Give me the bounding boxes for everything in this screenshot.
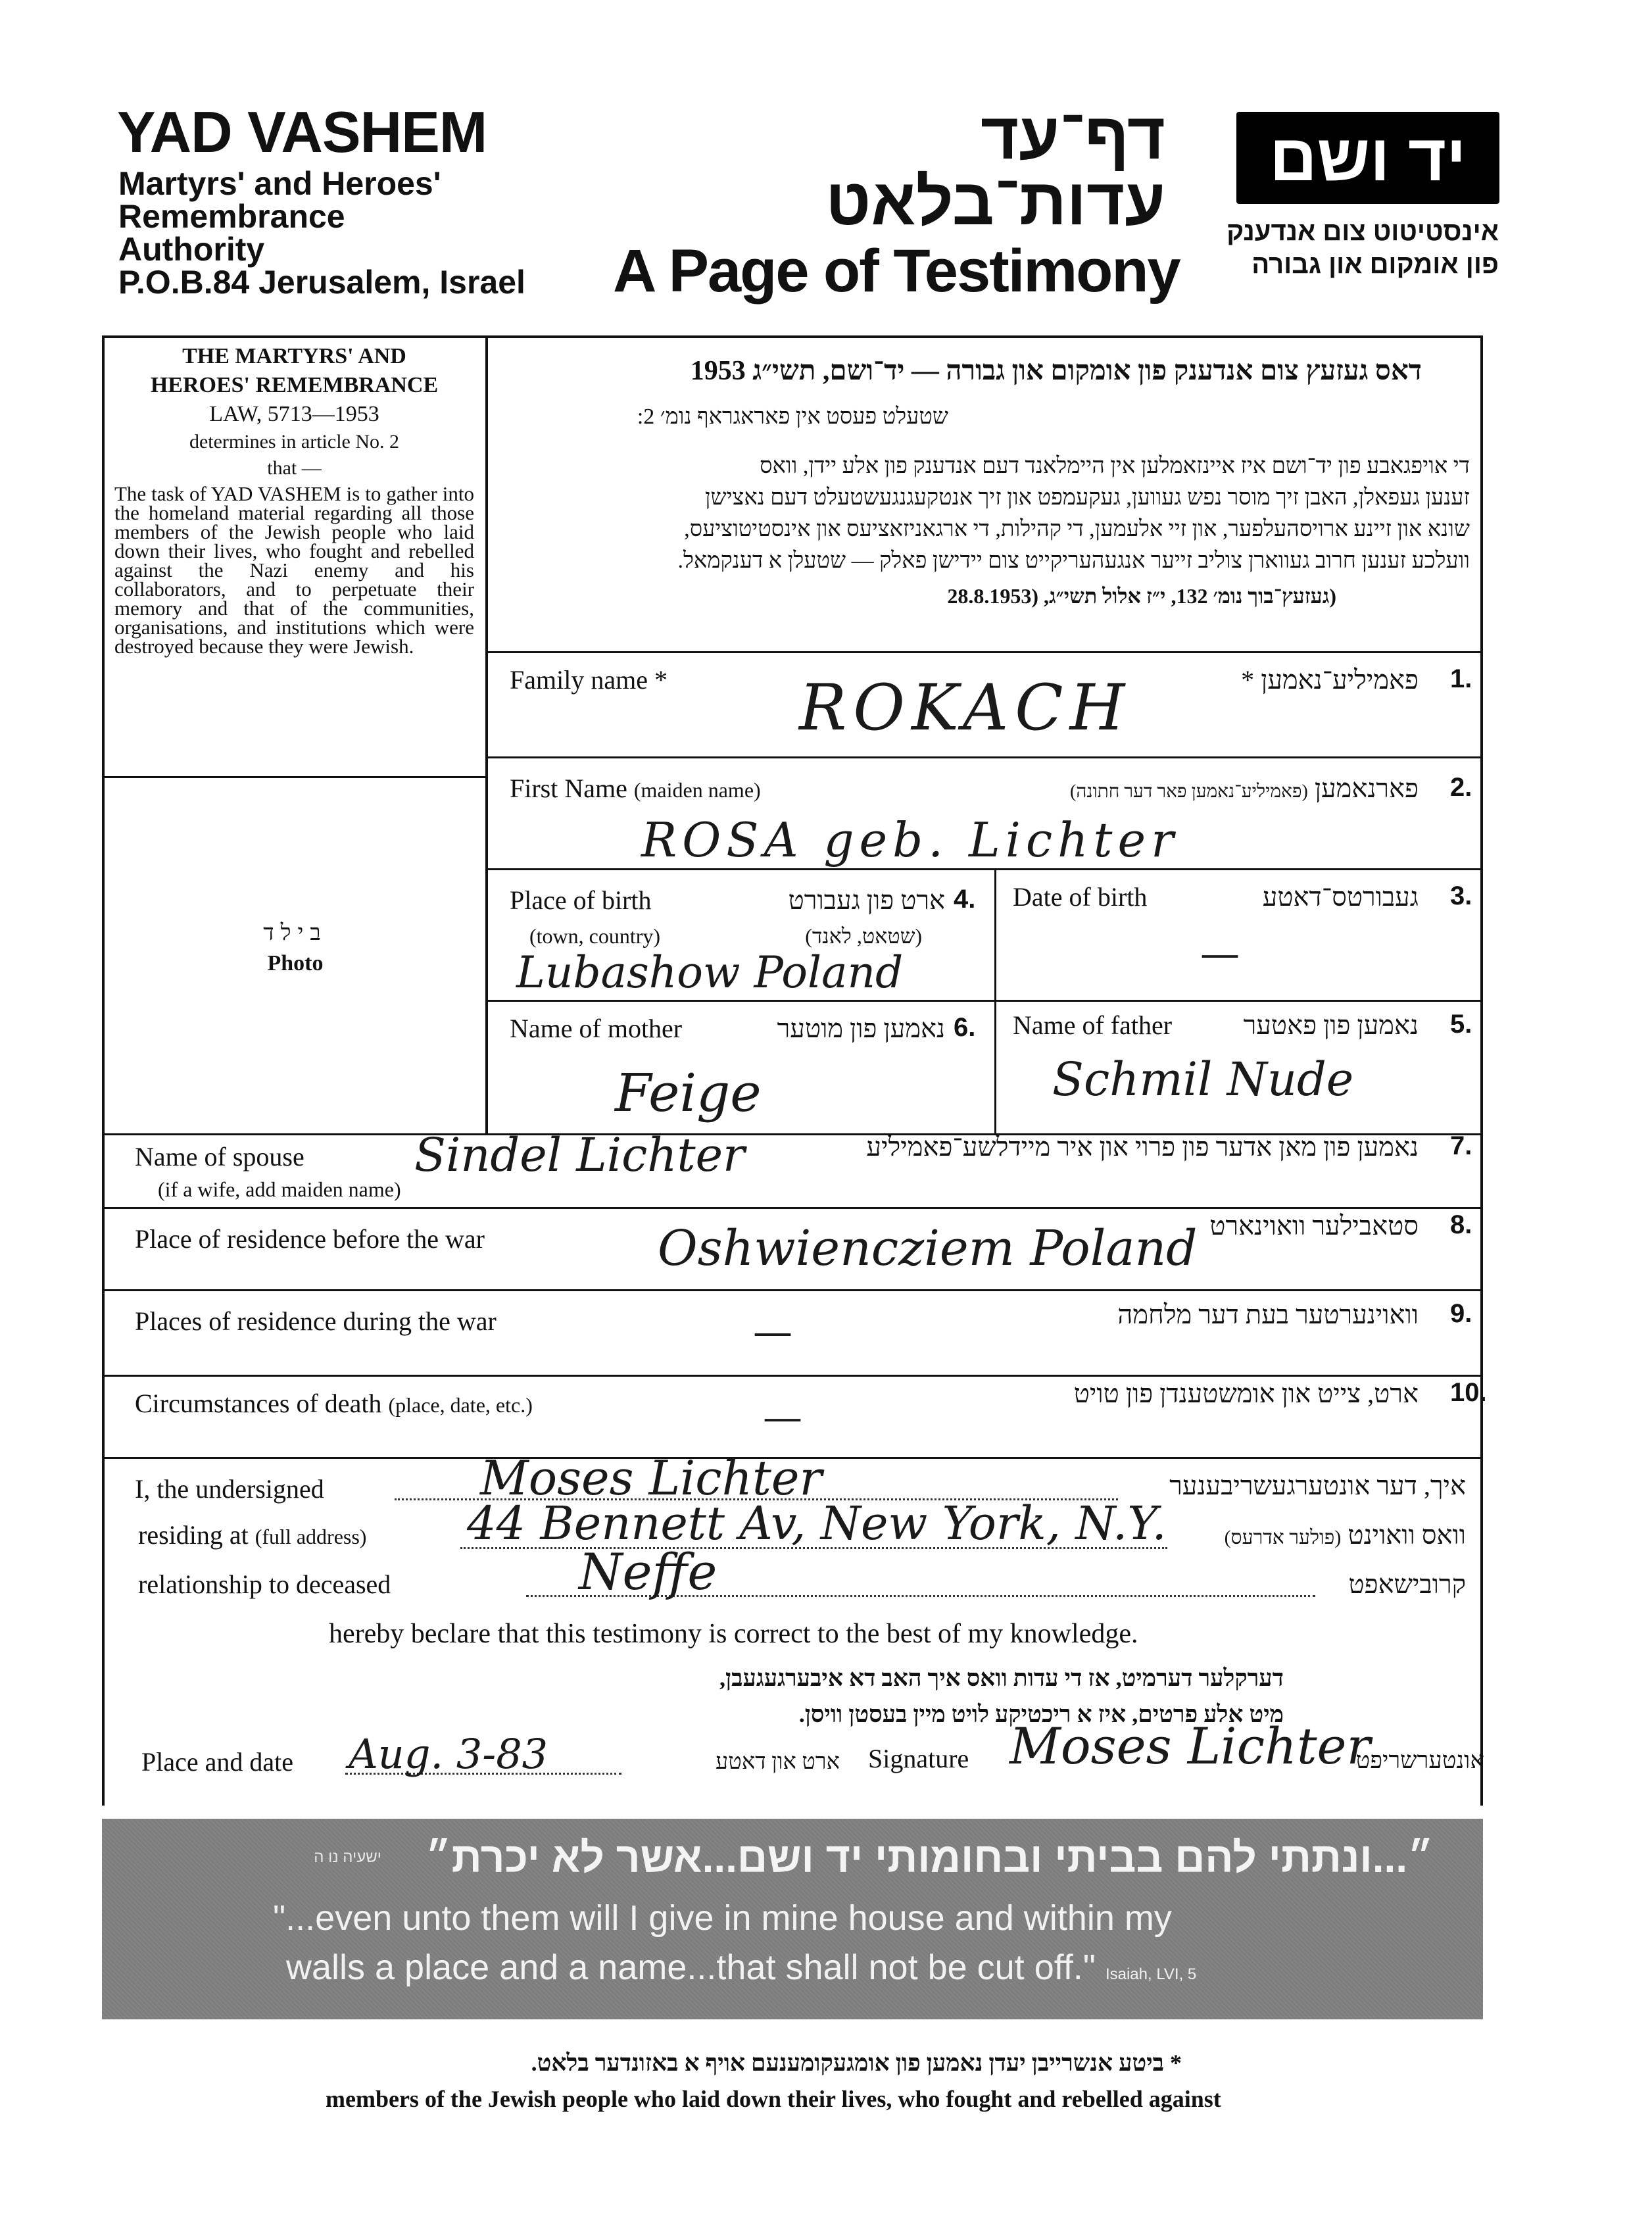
org-line: Martyrs' and Heroes' [118, 165, 441, 202]
residence-before-war-label: Place of residence before the war [135, 1224, 485, 1254]
yiddish-law-line: (געזעץ־בוך נומ׳ 132, י״ז אלול תשי״ג, (28.8.1953 [947, 584, 1336, 608]
footnote-english: members of the Jewish people who laid down their lives, who fought and rebelled against [326, 2086, 1221, 2112]
field-number: 9. [1450, 1299, 1472, 1328]
relationship-value[interactable]: Neffe [579, 1542, 717, 1601]
law-heading: that — [267, 457, 322, 479]
place-date-value[interactable]: Aug. 3-83 [349, 1730, 548, 1778]
circumstances-of-death-text: Circumstances of death [135, 1389, 382, 1418]
first-name-yiddish-sub: (פאמיליע־נאמען פאר דער חתונה) [1069, 781, 1308, 802]
undersigned-yiddish: איך, דער אונטערגעשריבענער [1169, 1471, 1466, 1500]
field-number: 5. [1450, 1010, 1472, 1039]
first-name-value[interactable]: ROSA geb. Lichter [641, 812, 1179, 868]
place-of-birth-label: Place of birth [510, 885, 652, 915]
signature-yiddish: אונטערשריפט [1355, 1747, 1484, 1773]
date-of-birth-label: Date of birth [1013, 882, 1148, 912]
mother-name-value[interactable]: Feige [615, 1062, 762, 1123]
family-name-yiddish: פאמיליע־נאמען * [1241, 665, 1419, 695]
field-number: 3. [1450, 881, 1472, 910]
org-line: Remembrance [118, 198, 345, 235]
family-name-value[interactable]: ROKACH [799, 671, 1132, 745]
banner-english-ref: Isaiah, LVI, 5 [1105, 1965, 1197, 1983]
first-name-label-text: First Name [510, 774, 627, 803]
yiddish-law-line: די אויפגאבע פון יד־ושם איז איינזאמלען אין היימלאנד דעם אנדענק פון אלע יידן, וואס [760, 454, 1470, 478]
residence-during-war-value[interactable]: — [753, 1309, 792, 1355]
residing-yiddish [1225, 1519, 1466, 1550]
father-name-label: Name of father [1013, 1010, 1173, 1040]
page-title: A Page of Testimony [613, 237, 1180, 305]
place-of-birth-sub: (town, country) [529, 924, 661, 948]
mother-name-yiddish: נאמען פון מוטער [777, 1014, 945, 1043]
first-name-label [510, 773, 761, 804]
photo-label: Photo [267, 951, 324, 975]
yiddish-law-title: דאס געזעץ צום אנדענק פון אומקום און גבורה — יד־ושם, תשי״ג 1953 [690, 356, 1422, 386]
field-number: 1. [1450, 664, 1472, 693]
date-of-birth-yiddish: געבורטס־דאטע [1262, 882, 1419, 912]
photo-yiddish: בילד [263, 921, 328, 945]
circumstances-of-death-yiddish: ארט, צייט און אומשטענדן פון טויט [1073, 1379, 1419, 1408]
field-number: 7. [1450, 1131, 1472, 1160]
org-address: P.O.B.84 Jerusalem, Israel [118, 264, 525, 301]
yiddish-law-line: שונא און זיינע ארויסהעלפער, און זיי אלעמען, די קהילות, די ארגאניזאציעס און אינסטיטוציעס, [684, 517, 1470, 541]
yiddish-law-subtitle: שטעלט פעסט אין פאראגראף נומ׳ 2: [637, 405, 948, 429]
yiddish-law-line: וועלכע זענען חרוב געווארן צוליב זייער אנגעהעריקייט צום יידישן פאלק — שטעלן א דענקמאל. [677, 549, 1470, 573]
residence-before-war-yiddish: סטאבילער וואוינארט [1209, 1211, 1419, 1241]
field-number: 10. [1450, 1378, 1487, 1407]
residence-during-war-label: Places of residence during the war [135, 1306, 497, 1336]
residence-before-war-value[interactable]: Oshwiencziem Poland [658, 1220, 1198, 1277]
family-name-label: Family name * [510, 665, 668, 695]
law-body: The task of YAD VASHEM is to gather into the homeland material regarding all those members of the Jewish people who laid down their lives, who fought and rebelled against the Nazi enemy and his collaborators, and to perpetuate their memory and that of the communities, organisations, and institutions which were destroyed because they were Jewish. [114, 482, 474, 658]
place-date-yiddish: ארט און דאטע [716, 1750, 840, 1774]
field-number: 4. [954, 885, 976, 914]
law-heading: LAW, 5713—1953 [209, 402, 379, 426]
yiddish-law-line: זענען געפאלן, האבן זיך מוסר נפש געווען, געקעמפט און זיך אנטקעגנגעשטעלט דעם נאצישן [704, 485, 1470, 510]
field-number: 2. [1450, 773, 1472, 802]
residing-yiddish-sub: (פולער אדרעס) [1224, 1527, 1342, 1548]
residing-label-text: residing at [138, 1520, 249, 1550]
spouse-value[interactable]: Sindel Lichter [414, 1128, 745, 1182]
place-date-label: Place and date [141, 1747, 293, 1777]
spouse-label: Name of spouse [135, 1142, 304, 1171]
declaration-yiddish-1: דערקלער דערמיט, אז די עדות וואס איך האב דא איבערגעגעבן, [719, 1665, 1284, 1691]
father-name-value[interactable]: Schmil Nude [1052, 1052, 1354, 1106]
first-name-yiddish [1070, 773, 1419, 804]
undersigned-value[interactable]: Moses Lichter [480, 1450, 822, 1506]
residing-value[interactable]: 44 Bennett Av, New York, N.Y. [467, 1496, 1167, 1550]
circumstances-of-death-value[interactable]: — [763, 1394, 802, 1441]
org-line: Authority [118, 231, 265, 268]
law-box [112, 342, 477, 656]
banner-hebrew: ״...ונתתי להם בביתי ובחומותי יד ושם...אשר לא יכרת״ [425, 1834, 1434, 1881]
photo-box [105, 921, 485, 976]
logo-text: יד ושם [1269, 121, 1467, 195]
residing-label [138, 1519, 366, 1550]
law-heading: determines in article No. 2 [189, 431, 400, 453]
father-name-yiddish: נאמען פון פאטער [1243, 1010, 1419, 1040]
date-of-birth-value[interactable]: — [1200, 931, 1240, 977]
relationship-label: relationship to deceased [138, 1569, 391, 1599]
relationship-yiddish: קרובישאפט [1348, 1569, 1466, 1599]
quote-banner [102, 1819, 1483, 2019]
org-title: YAD VASHEM [117, 99, 487, 164]
spouse-yiddish: נאמען פון מאן אדער פון פרוי און איר מיידלשע־פאמיליע [866, 1132, 1419, 1162]
field-number: 6. [954, 1013, 976, 1042]
residence-during-war-yiddish: וואוינערטער בעת דער מלחמה [1117, 1300, 1419, 1329]
first-name-label-sub: (maiden name) [633, 778, 761, 802]
signature-value[interactable]: Moses Lichter [1009, 1717, 1371, 1775]
field-number: 8. [1450, 1210, 1472, 1239]
yad-vashem-logo [1236, 112, 1499, 204]
law-heading: HEROES' REMEMBRANCE [150, 373, 439, 397]
place-of-birth-value[interactable]: Lubashow Poland [516, 947, 904, 998]
circumstances-of-death-label [135, 1388, 533, 1419]
residing-label-sub: (full address) [255, 1525, 367, 1548]
banner-hebrew-ref: ישעיה נו ה [314, 1848, 381, 1866]
yiddish-title-2: עדות־בלאט [825, 165, 1165, 239]
yiddish-org-1: אינסטיטוט צום אנדענק [1227, 217, 1499, 246]
signature-label: Signature [868, 1744, 969, 1773]
yiddish-title-1: דף־עד [980, 99, 1165, 173]
undersigned-label: I, the undersigned [135, 1474, 324, 1504]
law-heading: THE MARTYRS' AND [182, 344, 406, 368]
mother-name-label: Name of mother [510, 1014, 683, 1043]
place-of-birth-yiddish: ארט פון געבורט [788, 885, 945, 915]
residing-yiddish-text: וואס וואוינט [1348, 1520, 1466, 1550]
circumstances-of-death-sub: (place, date, etc.) [388, 1393, 533, 1417]
yiddish-org-2: פון אומקום און גבורה [1251, 250, 1499, 279]
declaration-yiddish-2: מיט אלע פרטים, איז א ריכטיקע לויט מיין בעסטן וויסן. [798, 1701, 1284, 1727]
declaration-statement: hereby beclare that this testimony is correct to the best of my knowledge. [329, 1619, 1138, 1649]
banner-english-1: "...even unto them will I give in mine house and within my [273, 1898, 1172, 1938]
banner-english-2-text: walls a place and a name...that shall not be cut off." [286, 1948, 1096, 1987]
spouse-label-sub: (if a wife, add maiden name) [158, 1177, 401, 1201]
first-name-yiddish-text: פארנאמען [1314, 774, 1419, 803]
place-of-birth-yiddish-sub: (שטאט, לאנד) [805, 924, 922, 948]
banner-english-2 [286, 1947, 1196, 1988]
footnote-yiddish: * ביטע אנשרייבן יעדן נאמען פון אומגעקומענעם אויף א באזונדער בלאט. [531, 2050, 1182, 2076]
